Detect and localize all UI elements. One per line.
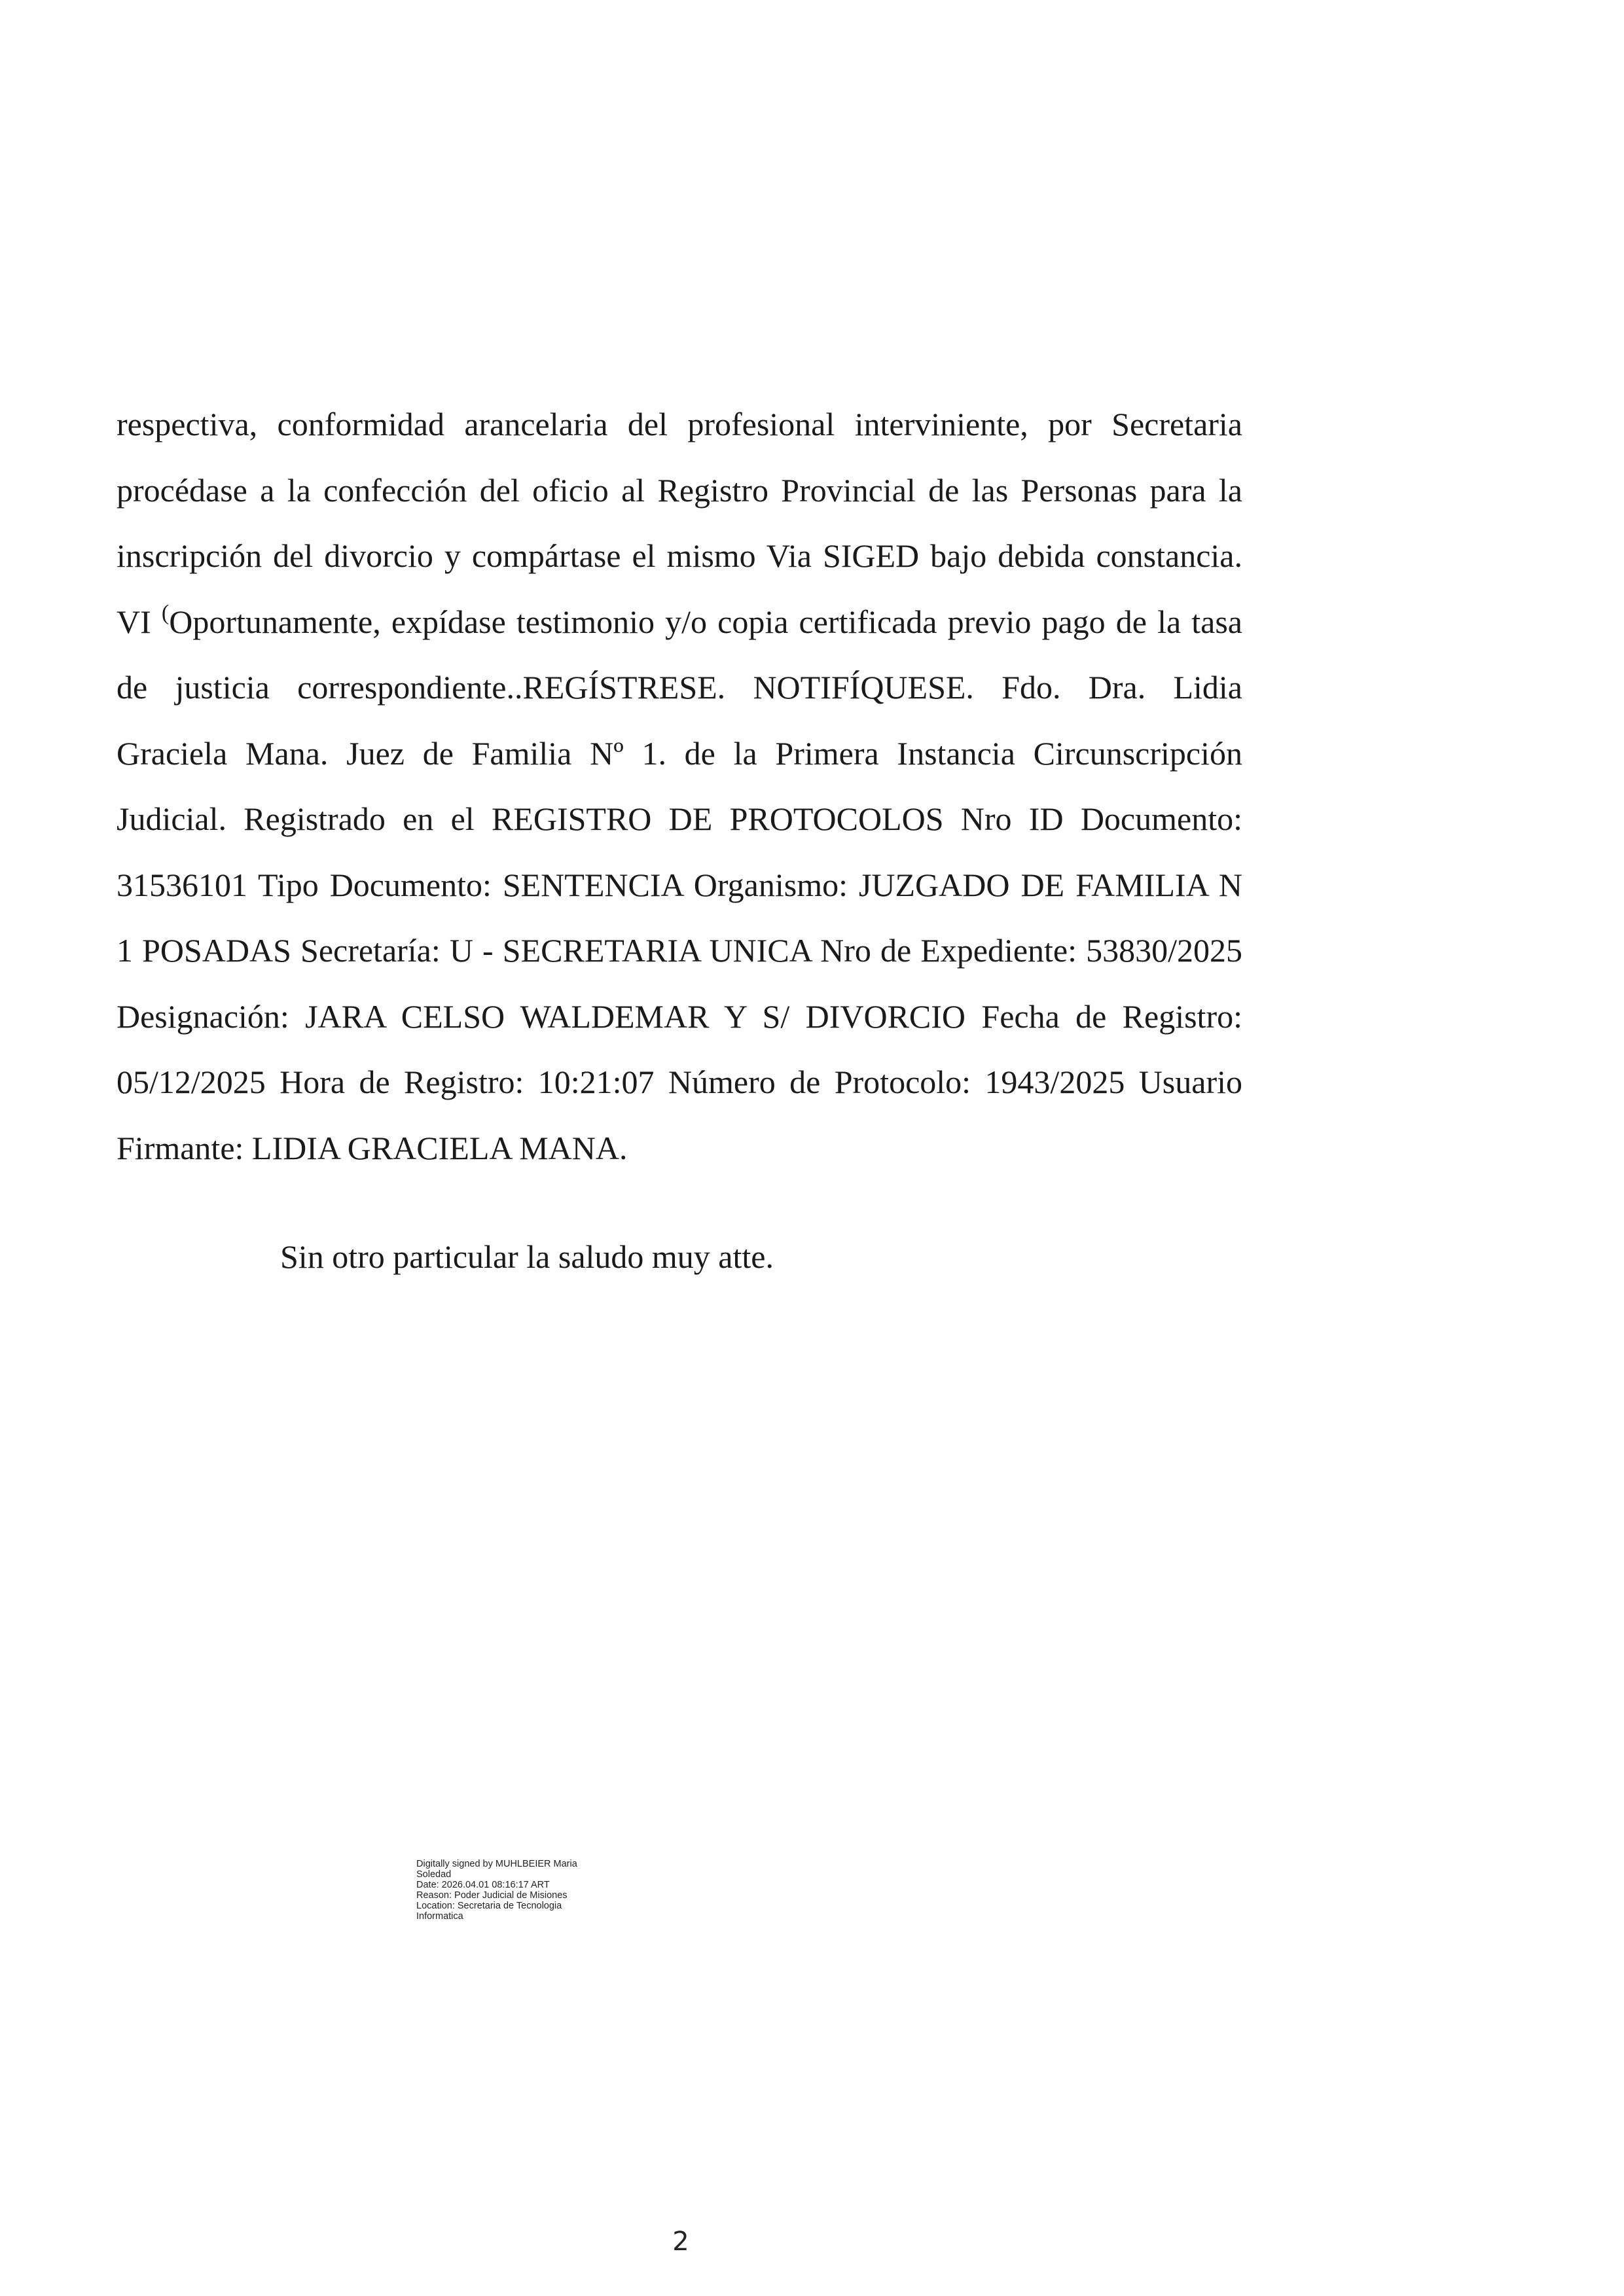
body-paragraph <box>117 391 1242 1181</box>
body-line: inscripción del divorcio y compártase el mismo Via SIGED bajo debida constancia. <box>117 537 1242 574</box>
body-line: Graciela Mana. Juez de Familia Nº 1. de la Primera Instancia Circunscripción <box>117 734 1242 772</box>
page-number: 2 <box>672 2227 689 2257</box>
signature-line: Digitally signed by MUHLBEIER Maria <box>416 1859 577 1869</box>
body-line: Designación: JARA CELSO WALDEMAR Y S/ DIVORCIO Fecha de Registro: <box>117 997 1242 1035</box>
signature-line: Date: 2026.04.01 08:16:17 ART <box>416 1880 550 1890</box>
superscript-parenthesis: ( <box>161 600 170 625</box>
body-line: respectiva, conformidad arancelaria del profesional interviniente, por Secretaria <box>117 406 1242 442</box>
body-line: de justicia correspondiente..REGÍSTRESE. NOTIFÍQUESE. Fdo. Dra. Lidia <box>117 669 1242 706</box>
body-line: 05/12/2025 Hora de Registro: 10:21:07 Número de Protocolo: 1943/2025 Usuario <box>117 1064 1242 1100</box>
signature-line: Reason: Poder Judicial de Misiones <box>416 1890 568 1901</box>
body-line: Firmante: LIDIA GRACIELA MANA. <box>117 1129 628 1166</box>
section-number: VI <box>117 603 151 640</box>
body-line-vi <box>117 589 1242 655</box>
body-line: 1 POSADAS Secretaría: U - SECRETARIA UNICA Nro de Expediente: 53830/2025 <box>117 932 1242 969</box>
body-line: 31536101 Tipo Documento: SENTENCIA Organismo: JUZGADO DE FAMILIA N <box>117 866 1242 903</box>
closing-salutation: Sin otro particular la saludo muy atte. <box>280 1238 774 1275</box>
signature-line: Location: Secretaria de Tecnologia <box>416 1901 562 1911</box>
signature-line: Informatica <box>416 1911 463 1922</box>
digital-signature-block <box>416 1859 626 1922</box>
signature-line: Soledad <box>416 1869 452 1880</box>
body-line-text: Oportunamente, expídase testimonio y/o copia certificada previo pago de la tasa <box>169 603 1243 640</box>
body-line: procédase a la confección del oficio al Registro Provincial de las Personas para la <box>117 471 1242 509</box>
body-line: Judicial. Registrado en el REGISTRO DE PROTOCOLOS Nro ID Documento: <box>117 800 1242 837</box>
